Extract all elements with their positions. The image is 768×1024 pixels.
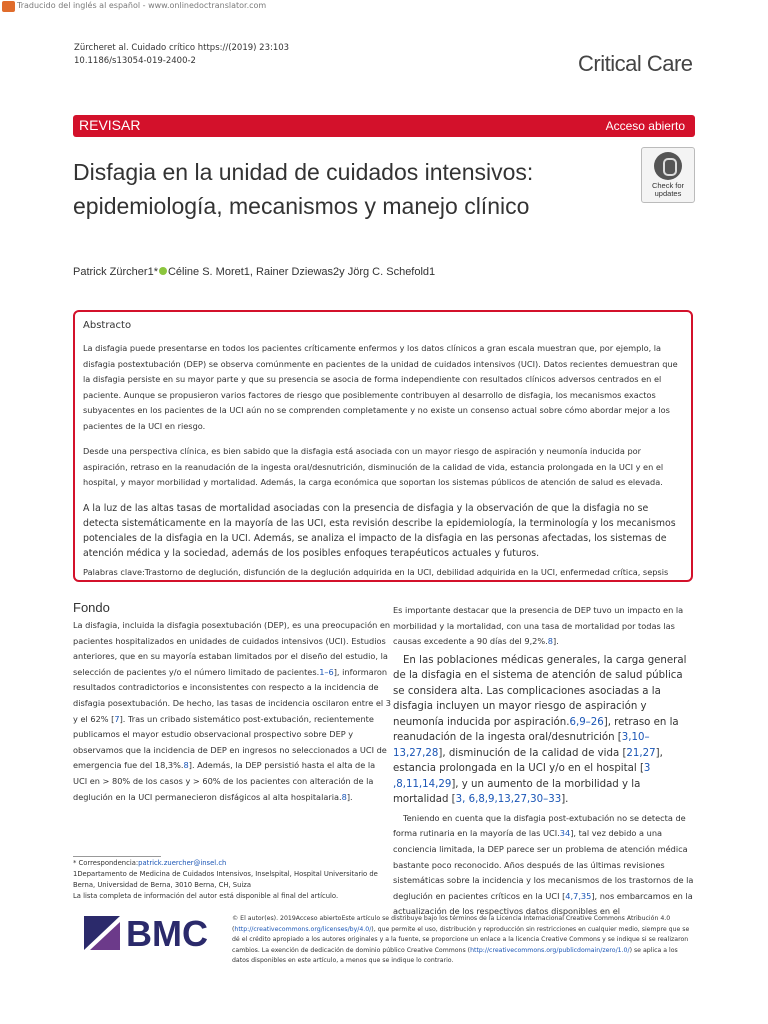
check-updates-label: Check for updates	[651, 181, 685, 198]
body-text: Es importante destacar que la presencia de DEP tuvo un impacto en la morbilidad y la mortalidad, con una tasa de mortalidad por todas las causas excedente a 90 días del 9,2%.	[393, 605, 684, 647]
reference-link[interactable]: 8	[341, 791, 347, 802]
license-link[interactable]: http://creativecommons.org/licenses/by/4.0/	[234, 925, 372, 933]
reference-link[interactable]: 1–6	[319, 666, 334, 677]
citation-line1: Zürcheret al. Cuidado crítico https://(2019) 23:103	[74, 43, 290, 53]
license-link[interactable]: http://creativecommons.org/publicdomain/zero/1.0/	[470, 946, 630, 954]
body-text: ], tal vez debido a una conciencia limitada, la DEP parece ser un problema de atención médica bastante poco reconocido. Años después de las últimas revisiones sistemáticas sobre la incidencia y los mecanismos de los trastornos de la deglución en pacientes críticos en la UCI [	[393, 828, 694, 901]
body-paragraph	[73, 618, 391, 805]
author-info-note: La lista completa de información del autor está disponible al final del artículo.	[73, 892, 339, 900]
author-others[interactable]: Céline S. Moret1, Rainer Dziewas2y Jörg C. Schefold1	[167, 266, 436, 278]
footnotes	[73, 858, 383, 902]
body-text: ].	[346, 791, 353, 802]
body-text: En las poblaciones médicas generales, la carga general de la disfagia en el sistema de atención de salud pública se considera alta. Las complicaciones asociadas a la disfagia incluyen un mayor riesgo de aspiración y neumonía inducida por aspiración.	[393, 654, 687, 728]
abstract-paragraph: La disfagia puede presentarse en todos los pacientes críticamente enfermos y los datos clínicos a gran escala muestran que, por ejemplo, la disfagia postextubación (DEP) se observa comúnmente en pacientes de la unidad de cuidados intensivos (UCI). Datos recientes demuestran que la disfagia persiste en su mayor parte y que su presencia se asocia de forma independiente con resultados clínicos adversos centrados en el paciente. Aunque se propusieron varios factores de riesgo que posiblemente contribuyen al desarrollo de disfagia, los mecanismos exactos subyacentes en los pacientes de la UCI aún no se comprenden completamente y no existe un consenso actual sobre cómo abordar mejor a los pacientes de la UCI en riesgo.	[83, 343, 678, 431]
body-text: ].	[553, 636, 559, 647]
abstract-paragraph: Desde una perspectiva clínica, es bien sabido que la disfagia está asociada con un mayor riesgo de aspiración y neumonía inducida por aspiración, retraso en la reanudación de la ingesta oral/desnutrición, disminución de la calidad de vida, estancia prolongada en la UCI y en el hospital, y mayor morbilidad y mortalidad. Además, la carga económica que soportan los sistemas públicos de atención de salud es elevada.	[83, 446, 664, 487]
body-paragraph	[393, 603, 695, 650]
translator-text[interactable]: Traducido del inglés al español - www.onlinedoctranslator.com	[17, 1, 267, 10]
reference-link[interactable]: 8	[547, 636, 553, 647]
bmc-logo	[84, 912, 212, 954]
bookmark-icon	[654, 152, 682, 180]
body-text: Teniendo en cuenta que la disfagia post-extubación no se detecta de forma rutinaria en la mayoría de las UCI.	[393, 812, 686, 839]
body-text: La disfagia, incluida la disfagia posextubación (DEP), es una preocupación en pacientes hospitalizados en unidades de cuidados intensivos (UCI). Estudios anteriores, que en su mayoría estaban limitados por el diseño del estudio, la selección de pacientes y/o el número limitado de pacientes.	[73, 620, 391, 677]
correspondence-email[interactable]: patrick.zuercher@insel.ch	[138, 859, 227, 867]
bmc-mark-icon	[84, 912, 212, 954]
reference-link[interactable]: 21,27	[626, 747, 656, 759]
abstract-box	[73, 310, 693, 582]
journal-name: Critical Care	[578, 51, 693, 76]
license-body: ), que permite el uso, distribución y reproducción sin restricciones en cualquier medio, siempre que se dé el crédito apropiado a los autores originales y a la fuente, se proporcione un enlace a la licencia Creative Commons y se indique si se realizaron cambios. La exención de dedicación de dominio público Creative Commons (	[232, 925, 690, 954]
body-text: ], disminución de la calidad de vida [	[438, 747, 627, 759]
left-column	[73, 600, 391, 805]
body-text: ], estancia prolongada en la UCI y/o en el hospital [	[393, 747, 663, 775]
check-for-updates-button[interactable]	[641, 147, 695, 203]
reference-link[interactable]: 3 ,8,11,14,29	[393, 763, 651, 790]
body-text: ]. Tras un cribado sistemático post-extubación, recientemente publicamos el mayor estudio observacional prospectivo sobre DEP y observamos que la incidencia de DEP en ingresos no seleccionados a UCI de emergencia fue del 18,3%.	[73, 713, 387, 771]
reference-link[interactable]: 7	[114, 713, 120, 724]
body-text: ], retraso en la reanudación de la ingesta oral/desnutrición [	[393, 716, 679, 744]
reference-link[interactable]: 8	[183, 760, 189, 771]
license-text	[232, 914, 694, 967]
reference-link[interactable]: 3,10–13,27,28	[393, 732, 650, 759]
body-text: ]. Además, la DEP persistió hasta el alta de la UCI en > 80% de los casos y > 60% de los pacientes con alteración de la deglución en la UCI permanecieron disfágicos al alta hospitalaria.	[73, 760, 376, 802]
keywords: Palabras clave:Trastorno de deglución, disfunción de la deglución adquirida en la UCI, debilidad adquirida en la UCI, enfermedad crítica, sepsis	[83, 566, 669, 577]
body-text: ], informaron resultados contradictorios e inconsistentes con respecto a la incidencia de disfagia posextubación. De hecho, las tasas de incidencia oscilaron entre el 3 y el 62% [	[73, 666, 391, 724]
body-paragraph	[393, 653, 695, 808]
reference-link[interactable]: 6,9–26	[569, 716, 604, 728]
bmc-wordmark: BMC	[126, 913, 208, 954]
author-list	[73, 266, 435, 278]
body-paragraph	[393, 811, 695, 920]
abstract-heading: Abstracto	[83, 320, 132, 331]
body-text: ], y un aumento de la morbilidad y la mortalidad [	[393, 778, 641, 806]
correspondence	[73, 858, 383, 869]
right-column	[393, 603, 695, 920]
reference-link[interactable]: 34	[559, 828, 571, 839]
orcid-icon[interactable]	[159, 267, 167, 275]
section-heading: Fondo	[73, 600, 110, 615]
correspondence-label: * Correspondencia:	[73, 859, 139, 867]
translator-bar[interactable]	[0, 0, 768, 14]
open-access-label: Acceso abierto	[605, 119, 685, 133]
body-text: ], nos embarcamos en la actualización de los respectivos datos disponibles en el	[393, 890, 693, 917]
body-text: ].	[561, 794, 569, 806]
reference-link[interactable]: 4,7,35	[565, 890, 592, 901]
reference-link[interactable]: 3, 6,8,9,13,27,30–33	[455, 794, 562, 806]
footnote-divider	[73, 856, 161, 857]
license-body: © El autor(es). 2019Acceso abiertoEste artículo se distribuye bajo los términos de la Licencia Internacional Creative Commons Atribución 4.0 (	[232, 915, 671, 933]
license-body: ) se aplica a los datos disponibles en este artículo, a menos que se indique lo contrario.	[232, 946, 678, 965]
citation-doi[interactable]: 10.1186/s13054-019-2400-2	[74, 56, 196, 66]
article-title: Disfagia en la unidad de cuidados intensivos: epidemiología, mecanismos y manejo clínico	[73, 159, 534, 219]
abstract-paragraph: A la luz de las altas tasas de mortalidad asociadas con la presencia de disfagia y la observación de que la disfagia no se detecta sistemáticamente en la mayoría de las UCI, esta revisión describe la epidemiología, la terminología y los mecanismos potenciales de la disfagia en la UCI. Además, se analiza el impacto de la disfagia en las personas afectadas, los sistemas de atención médica y la sociedad, además de los posibles enfoques terapéuticos actuales y futuros.	[83, 502, 676, 559]
article-type: REVISAR	[79, 117, 141, 133]
author-1[interactable]: Patrick Zürcher1*	[73, 266, 158, 278]
citation	[74, 42, 289, 68]
translator-icon	[2, 1, 15, 12]
affiliation: 1Departamento de Medicina de Cuidados Intensivos, Inselspital, Hospital Universitario de Berna, Universidad de Berna, 3010 Berna, CH, Suiza	[73, 870, 378, 889]
article-type-banner	[73, 115, 695, 137]
